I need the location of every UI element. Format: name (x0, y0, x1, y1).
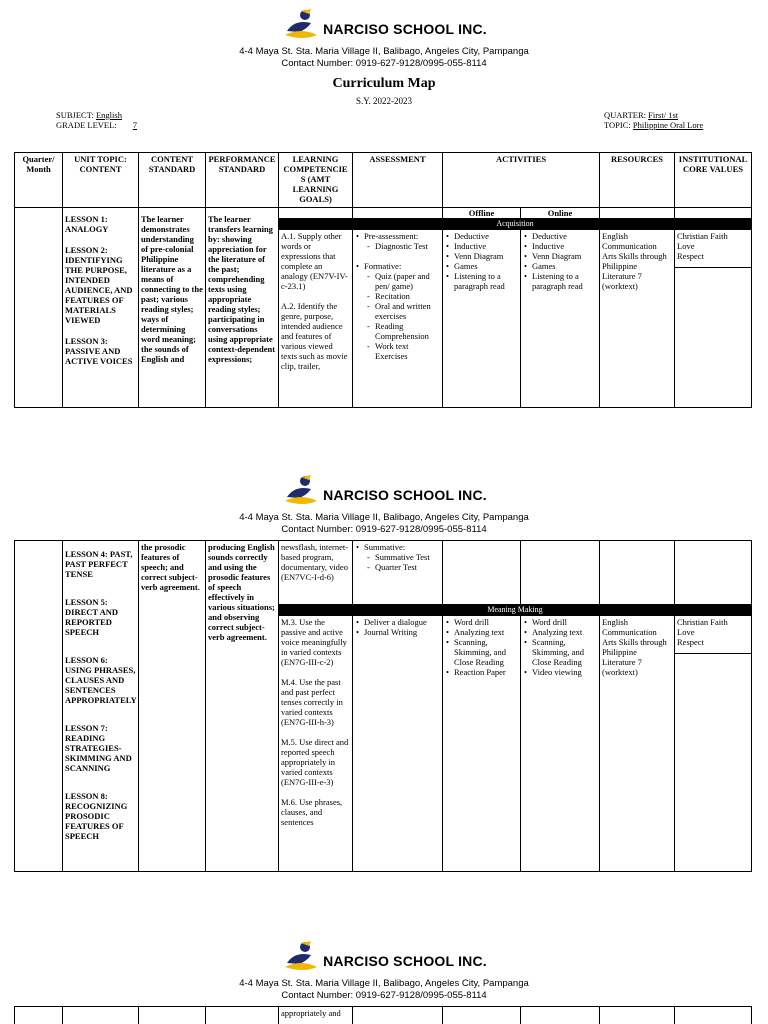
quarter-topic-block (604, 110, 703, 130)
online-activity: • Scanning, Skimming, and Close Reading (523, 637, 597, 667)
topic-label: TOPIC: (604, 120, 631, 130)
unit-topic-cell (63, 208, 139, 408)
lesson-item: LESSON 5: DIRECT AND REPORTED SPEECH (65, 597, 118, 637)
assessment-summative: • Summative: (355, 542, 440, 552)
school-name: NARCISO SCHOOL INC. (323, 953, 487, 969)
header-resources: RESOURCES (600, 153, 675, 208)
online-activity: • Games (523, 261, 597, 271)
core-value: Love (677, 627, 695, 637)
content-standard-cell: the prosodic features of speech; and correct subject-verb agreement. (139, 541, 206, 872)
header-core-values: INSTITUTIONAL CORE VALUES (675, 153, 752, 208)
assessment-item: • Journal Writing (355, 627, 440, 637)
header-assessment: ASSESSMENT (353, 153, 443, 208)
assessment-cell (353, 541, 443, 605)
core-value: Christian Faith (677, 617, 728, 627)
assessment-cell (353, 230, 443, 408)
school-logo (281, 937, 321, 977)
header-activities: ACTIVITIES (443, 153, 600, 208)
lesson-item: LESSON 6: USING PHRASES, CLAUSES AND SENTENCES APPROPRIATELY (65, 655, 137, 705)
subject-label: SUBJECT: (56, 110, 94, 120)
core-values-cell (675, 230, 752, 408)
header-performance-standard: PERFORMANCE STANDARD (206, 153, 279, 208)
lesson-item: LESSON 4: PAST, PAST PERFECT TENSE (65, 549, 133, 579)
competency-item: M.3. Use the passive and active voice meaningfully in varied contexts (EN7G-III-c-2) (281, 617, 347, 667)
assessment-formative-item: - Oral and written exercises (365, 301, 440, 321)
subject-grade-block (56, 110, 149, 130)
content-standard-cell: The learner demonstrates understanding of pre-colonial Philippine literature as a means of connecting to the past; various reading styles; ways of determining word meaning; the sounds of English and (139, 208, 206, 408)
assessment-summative-item: - Summative Test (365, 552, 440, 562)
document-title: Curriculum Map (332, 76, 436, 91)
school-contact: Contact Number: 0919-627-9128/0995-055-8114 (281, 58, 487, 69)
resources-cell: English Communication Arts Skills through Philippine Literature 7 (worktext) (600, 616, 675, 872)
offline-activity: • Reaction Paper (445, 667, 518, 677)
online-activity: • Deductive (523, 231, 597, 241)
offline-activity: • Inductive (445, 241, 518, 251)
core-value: Respect (677, 637, 704, 647)
lesson-item: LESSON 1: ANALOGY (65, 214, 109, 234)
curriculum-table-3 (14, 1006, 752, 1024)
competency-item: M.4. Use the past and past perfect tenses correctly in varied contexts (EN7G-III-h-3) (281, 677, 343, 727)
school-address: 4-4 Maya St. Sta. Maria Village II, Balibago, Angeles City, Pampanga (239, 512, 529, 523)
online-activity: • Listening to a paragraph read (523, 271, 597, 291)
core-value: Love (677, 241, 695, 251)
lesson-item: LESSON 2: IDENTIFYING THE PURPOSE, INTENDED AUDIENCE, AND FEATURES OF MATERIALS VIEWED (65, 245, 133, 325)
header-content-standard: CONTENT STANDARD (139, 153, 206, 208)
quarter-cell (15, 541, 63, 872)
curriculum-table-2 (14, 540, 752, 872)
school-contact: Contact Number: 0919-627-9128/0995-055-8114 (281, 990, 487, 1001)
school-header-2 (0, 470, 768, 536)
assessment-summative-item: - Quarter Test (365, 562, 440, 572)
grade-value: 7 (132, 120, 138, 130)
school-address: 4-4 Maya St. Sta. Maria Village II, Balibago, Angeles City, Pampanga (239, 978, 529, 989)
core-value: Christian Faith (677, 231, 728, 241)
performance-standard-cell: producing English sounds correctly and using the prosodic features of speech effectively in various situations; and observing correct subject-verb agreement. (206, 541, 279, 872)
quarter-value: First/ 1st (648, 110, 679, 120)
competencies-cell (279, 616, 353, 872)
offline-activity: • Listening to a paragraph read (445, 271, 518, 291)
offline-activity: • Scanning, Skimming, and Close Reading (445, 637, 518, 667)
offline-activity: • Games (445, 261, 518, 271)
school-logo (281, 471, 321, 511)
core-value: Respect (677, 251, 704, 261)
offline-header: Offline (443, 208, 521, 219)
school-name: NARCISO SCHOOL INC. (323, 21, 487, 37)
school-address: 4-4 Maya St. Sta. Maria Village II, Balibago, Angeles City, Pampanga (239, 46, 529, 57)
performance-standard-cell: The learner transfers learning by: showing appreciation for the literature of the past; comprehending texts using appropriate reading styles; participating in conversations using appropriate context-dependent expressions; (206, 208, 279, 408)
online-activity: • Word drill (523, 617, 597, 627)
competencies-cell: appropriately and (279, 1007, 353, 1024)
grade-label: GRADE LEVEL: (56, 120, 117, 130)
assessment-formative-item: - Quiz (paper and pen/ game) (365, 271, 440, 291)
school-header-1 (0, 4, 768, 70)
offline-activities-cell (443, 230, 521, 408)
assessment-pre-item: - Diagnostic Test (365, 241, 440, 251)
school-year: S.Y. 2022-2023 (355, 96, 413, 106)
online-activity: • Video viewing (523, 667, 597, 677)
offline-activity: • Deductive (445, 231, 518, 241)
lesson-item: LESSON 3: PASSIVE AND ACTIVE VOICES (65, 336, 133, 366)
competency-item: A.2. Identify the genre, purpose, intended audience and features of various viewed texts such as movie clip, trailer, (281, 301, 348, 371)
assessment-item: • Deliver a dialogue (355, 617, 440, 627)
offline-activity: • Venn Diagram (445, 251, 518, 261)
assessment-formative: • Formative: (355, 261, 440, 271)
competency-item: M.6. Use phrases, clauses, and sentences (281, 797, 343, 827)
online-activity: • Analyzing text (523, 627, 597, 637)
section-acquisition: Acquisition (279, 219, 752, 230)
school-logo (281, 5, 321, 45)
school-name: NARCISO SCHOOL INC. (323, 487, 487, 503)
assessment-formative-item: - Reading Comprehension (365, 321, 440, 341)
competency-item: M.5. Use direct and reported speech appropriately in varied contexts (EN7G-III-e-3) (281, 737, 349, 787)
lesson-item: LESSON 8: RECOGNIZING PROSODIC FEATURES OF SPEECH (65, 791, 128, 841)
assessment-formative-item: - Work text Exercises (365, 341, 440, 361)
assessment-cell (353, 616, 443, 872)
competency-item: A.1. Supply other words or expressions that complete an analogy (EN7V-IV-c-23.1) (281, 231, 348, 291)
header-unit: UNIT TOPIC: CONTENT (63, 153, 139, 208)
school-contact: Contact Number: 0919-627-9128/0995-055-8114 (281, 524, 487, 535)
resources-cell: English Communication Arts Skills through Philippine Literature 7 (worktext) (600, 230, 675, 408)
assessment-formative-item: - Recitation (365, 291, 440, 301)
quarter-label: QUARTER: (604, 110, 646, 120)
curriculum-table-1 (14, 152, 752, 408)
offline-activity: • Analyzing text (445, 627, 518, 637)
online-activity: • Inductive (523, 241, 597, 251)
core-values-cell (675, 616, 752, 872)
topic-value: Philippine Oral Lore (632, 120, 704, 130)
online-activity: • Venn Diagram (523, 251, 597, 261)
header-competencies: LEARNING COMPETENCIE S (AMT LEARNING GOALS) (279, 153, 353, 208)
offline-activities-cell (443, 616, 521, 872)
header-quarter: Quarter/ Month (15, 153, 63, 208)
subject-value: English (95, 110, 122, 120)
offline-activity: • Word drill (445, 617, 518, 627)
competencies-cell (279, 230, 353, 408)
assessment-pre: • Pre-assessment: (355, 231, 440, 241)
section-meaning-making: Meaning Making (279, 605, 752, 616)
competencies-cell: newsflash, internet-based program, documentary, video (EN7VC-I-d-6) (279, 541, 353, 605)
unit-topic-cell (63, 541, 139, 872)
online-activities-cell (521, 230, 600, 408)
school-header-3 (0, 936, 768, 1002)
online-header: Online (521, 208, 600, 219)
online-activities-cell (521, 616, 600, 872)
lesson-item: LESSON 7: READING STRATEGIES-SKIMMING AND SCANNING (65, 723, 132, 773)
quarter-cell (15, 208, 63, 408)
